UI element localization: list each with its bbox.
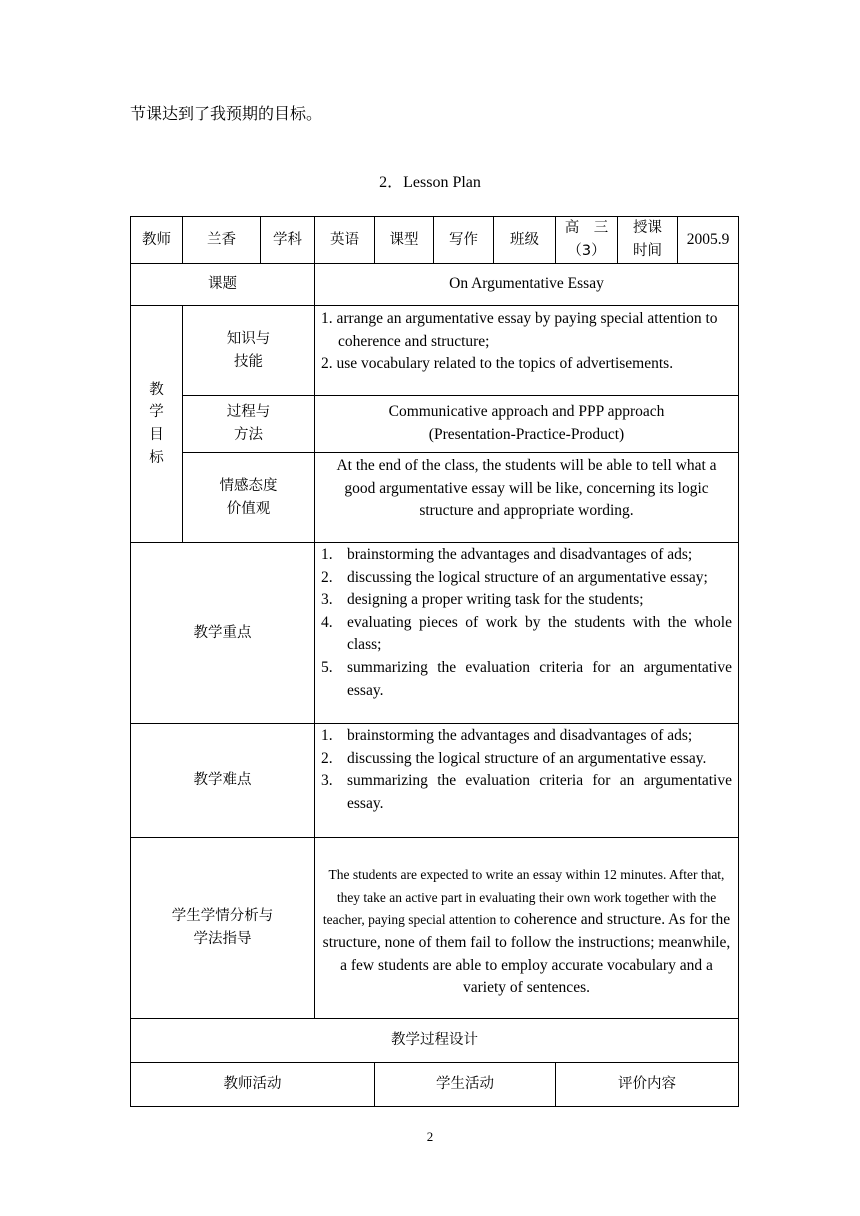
subject-value: 英语	[315, 217, 375, 264]
topic-row	[131, 264, 739, 306]
process-design-title: 教学过程设计	[131, 1019, 739, 1063]
knowledge-content	[315, 306, 739, 396]
teacher-value: 兰香	[183, 217, 261, 264]
difficult-point-item	[321, 748, 732, 771]
date-label-line1: 授课	[633, 220, 662, 237]
class-value	[556, 217, 618, 264]
process-design-header-row	[131, 1063, 739, 1107]
key-point-item	[321, 589, 732, 612]
knowledge-item: 2. use vocabulary related to the topics of advertisements.	[321, 355, 674, 373]
class-value-line1: 高 三	[564, 220, 609, 237]
key-point-number: 4.	[321, 613, 333, 631]
intro-text: 节课达到了我预期的目标。	[130, 106, 323, 123]
lesson-plan-table	[130, 216, 739, 1107]
attitude-label-line1: 情感态度	[219, 477, 278, 494]
process-label	[183, 396, 315, 453]
key-point-item	[321, 657, 732, 702]
difficult-point-number: 2.	[321, 749, 333, 767]
key-point-text: brainstorming the advantages and disadvantages of ads;	[347, 546, 693, 563]
col-evaluation: 评价内容	[556, 1063, 739, 1107]
difficult-point-number: 1.	[321, 727, 333, 744]
key-points-label: 教学重点	[131, 543, 315, 724]
key-point-number: 2.	[321, 568, 333, 586]
student-analysis-content	[315, 838, 739, 1019]
difficult-points-label: 教学难点	[131, 724, 315, 838]
lesson-type-value: 写作	[434, 217, 494, 264]
difficult-point-item	[321, 770, 732, 815]
key-point-item	[321, 567, 732, 590]
knowledge-label-line1: 知识与	[226, 330, 271, 347]
topic-value: On Argumentative Essay	[315, 264, 739, 306]
topic-label: 课题	[131, 264, 315, 306]
knowledge-label	[183, 306, 315, 396]
knowledge-item: 1. arrange an argumentative essay by paying special attention to coherence and structure;	[321, 310, 718, 350]
page-number: 2	[426, 1129, 434, 1144]
key-point-number: 5.	[321, 658, 333, 676]
student-analysis-text: coherence and structure. As for the structure, none of them fail to follow the instructions; meanwhile, a few students are able to employ accurate vocabulary and a variety of sentences.	[322, 911, 731, 997]
subject-label: 学科	[261, 217, 315, 264]
objectives-label-char: 标	[149, 449, 164, 466]
key-point-text: summarizing the evaluation criteria for an argumentative essay.	[347, 658, 732, 699]
lesson-type-label: 课型	[375, 217, 434, 264]
objectives-label-char: 目	[149, 427, 164, 443]
key-point-number: 1.	[321, 546, 333, 563]
student-analysis-label-line1: 学生学情分析与	[171, 908, 274, 925]
teacher-label: 教师	[131, 217, 183, 264]
class-value-line2: （3）	[567, 243, 606, 259]
date-value: 2005.9	[678, 217, 739, 264]
attitude-label-line2: 价值观	[226, 500, 271, 517]
class-label: 班级	[494, 217, 556, 264]
knowledge-label-line2: 技能	[234, 353, 263, 370]
objective-process-row	[131, 396, 739, 453]
objective-knowledge-row	[131, 306, 739, 396]
attitude-content: At the end of the class, the students will be able to tell what a good argumentative essay will be like, concerning its logic structure and appropriate wording.	[315, 453, 739, 543]
difficult-points-row	[131, 724, 739, 838]
process-label-line1: 过程与	[226, 404, 271, 421]
student-analysis-label	[131, 838, 315, 1019]
key-point-number: 3.	[321, 591, 333, 609]
key-point-text: designing a proper writing task for the students;	[347, 591, 644, 609]
student-analysis-row	[131, 838, 739, 1019]
student-analysis-text-small: The students are expected to write an essay within 12 minutes. After that, they take an active part in evaluating their own work together with the teacher, paying special attention to	[322, 867, 725, 928]
key-point-item	[321, 544, 732, 567]
student-analysis-label-line2: 学法指导	[193, 931, 252, 947]
date-label-line2: 时间	[633, 243, 662, 259]
process-label-line2: 方法	[234, 427, 263, 443]
key-point-text: discussing the logical structure of an argumentative essay;	[347, 568, 708, 586]
process-content	[315, 396, 739, 453]
difficult-point-text: discussing the logical structure of an argumentative essay.	[347, 749, 707, 767]
difficult-point-text: summarizing the evaluation criteria for an argumentative essay.	[347, 772, 732, 812]
objectives-label-char: 学	[149, 404, 164, 421]
header-row	[131, 217, 739, 264]
difficult-points-content	[315, 724, 739, 838]
objectives-label-char: 教	[149, 381, 164, 398]
col-student-activity: 学生活动	[375, 1063, 556, 1107]
attitude-label	[183, 453, 315, 543]
key-point-text: evaluating pieces of work by the students with the whole class;	[347, 613, 732, 654]
key-points-row	[131, 543, 739, 724]
section-title: 2．Lesson Plan	[379, 174, 481, 191]
objectives-label	[131, 306, 183, 543]
col-teacher-activity: 教师活动	[131, 1063, 375, 1107]
process-design-title-row	[131, 1019, 739, 1063]
date-label	[618, 217, 678, 264]
key-point-item	[321, 612, 732, 657]
difficult-point-number: 3.	[321, 772, 333, 790]
key-points-content	[315, 543, 739, 724]
difficult-point-text: brainstorming the advantages and disadvantages of ads;	[347, 727, 693, 744]
objective-attitude-row	[131, 453, 739, 543]
process-line1: Communicative approach and PPP approach	[388, 403, 665, 421]
difficult-point-item	[321, 725, 732, 748]
process-line2: (Presentation-Practice-Product)	[428, 426, 625, 443]
